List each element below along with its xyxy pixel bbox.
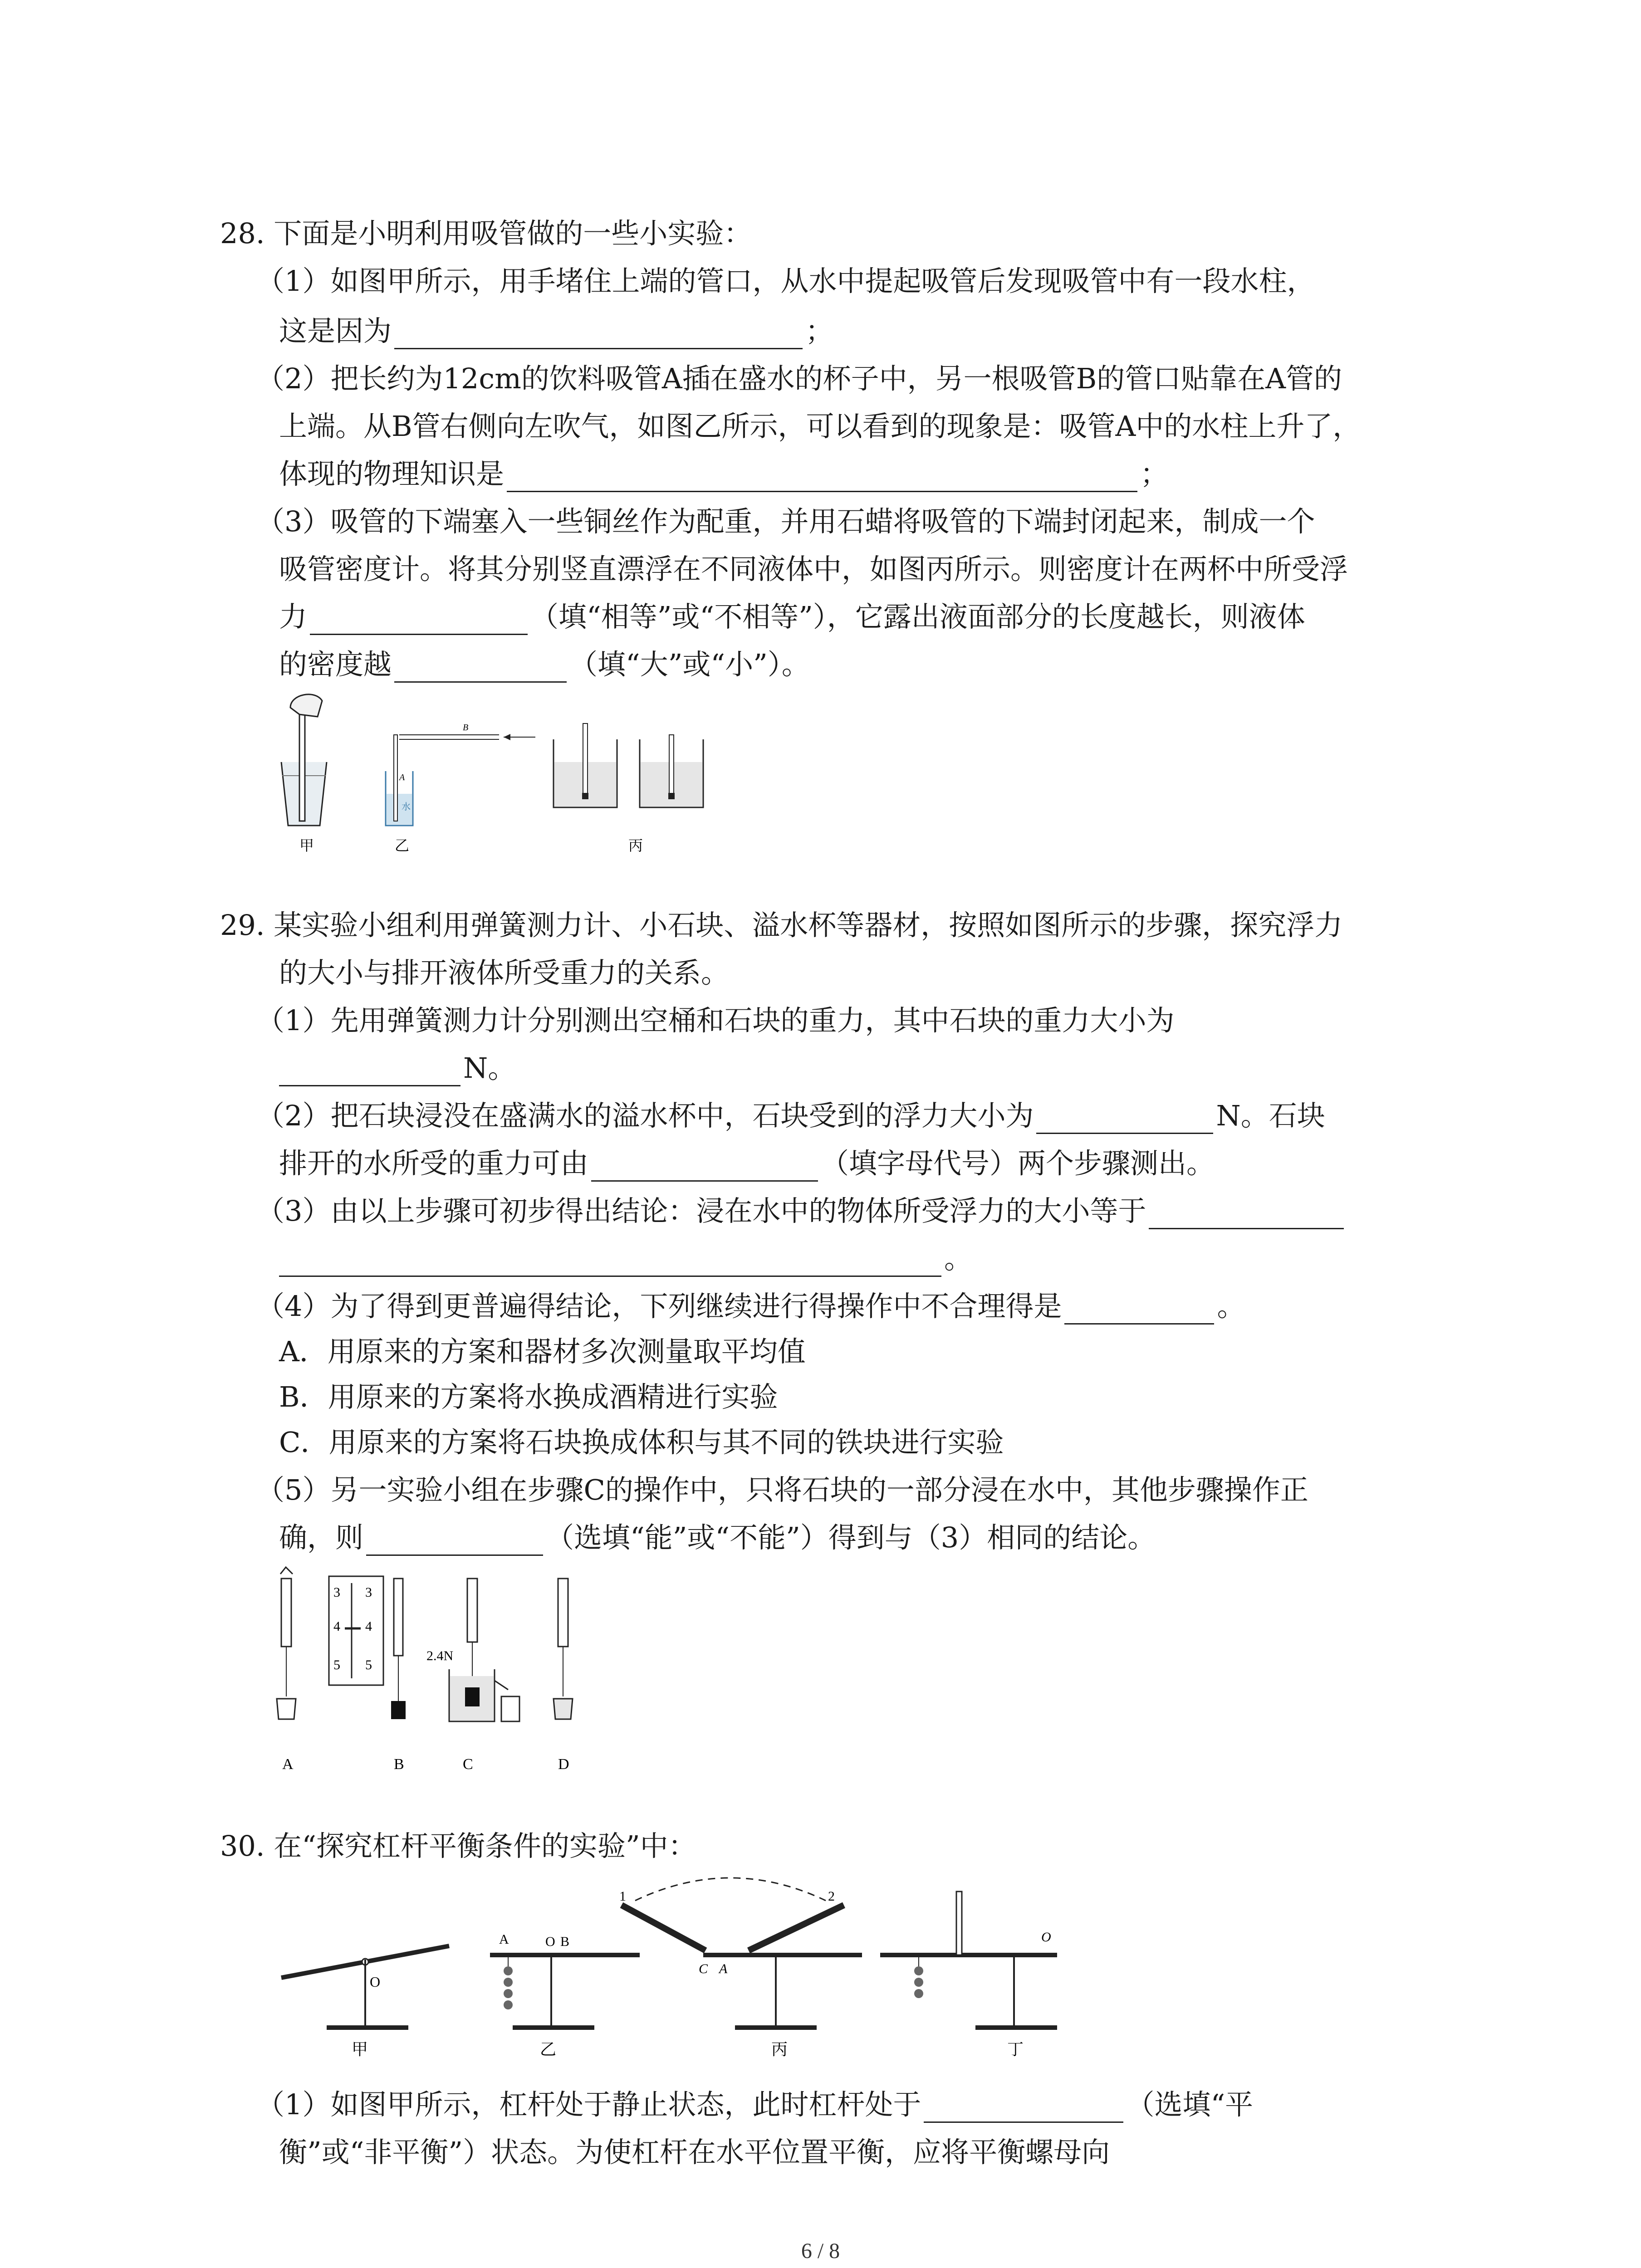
q28-p3-line4 (279, 646, 810, 683)
q28-p3-line2: 吸管密度计。将其分别竖直漂浮在不同液体中，如图丙所示。则密度计在两杯中所受浮 (279, 552, 1348, 586)
q29-fig-label-b: B (394, 1756, 404, 1773)
q29-reading-c: 2.4N (426, 1648, 454, 1663)
q29-fig-b (329, 1576, 406, 1773)
q29-p2-line1 (256, 1098, 1325, 1134)
q29-title-line2: 的大小与排开液体所受重力的关系。 (279, 956, 730, 989)
q30-yi-o: O (545, 1934, 555, 1949)
q30-p1-text-b: （选填“平 (1126, 2088, 1254, 2121)
q30-p1-line1 (256, 2087, 1253, 2123)
q29-p1-line1: （1）先用弹簧测力计分别测出空桶和石块的重力，其中石块的重力大小为 (256, 1004, 1175, 1037)
q29-p2-text-a: （2）把石块浸没在盛满水的溢水杯中，石块受到的浮力大小为 (256, 1099, 1034, 1132)
q30-jia-o: O (370, 1974, 381, 1990)
q29-fig-label-d: D (558, 1756, 569, 1773)
q28-figure (272, 689, 771, 857)
q28-fig-bing (554, 723, 703, 854)
q29-option-b: B．用原来的方案将水换成酒精进行实验 (279, 1380, 778, 1413)
q28-fig-tube-b: B (463, 723, 469, 733)
q29-p5-text-b: （选填“能”或“不能”）得到与（3）相同的结论。 (546, 1521, 1156, 1554)
q29-scale-tick-3b: 3 (365, 1585, 372, 1600)
q30-bing-1: 1 (619, 1889, 626, 1904)
q30-bing-2: 2 (828, 1889, 835, 1904)
q29-p4-text-a: （4）为了得到更普遍得结论，下列继续进行得操作中不合理得是 (256, 1290, 1062, 1323)
q30-bing-c: C (699, 1961, 708, 1976)
q28-p2-text: 体现的物理知识是 (279, 457, 505, 490)
q29-p5-text-a: 确，则 (279, 1521, 364, 1554)
q30-yi-b: B (560, 1934, 570, 1949)
q29-p3-line2 (279, 1241, 972, 1277)
q28-p3-text-b: （填“相等”或“不相等”），它露出液面部分的长度越长，则液体 (530, 600, 1305, 633)
q29-option-a: A．用原来的方案和器材多次测量取平均值 (279, 1335, 806, 1368)
q30-fig-bing (619, 1878, 862, 2058)
q28-fig-yi (386, 723, 535, 854)
q29-answer-blank-2[interactable] (1036, 1105, 1213, 1134)
q29-scale-tick-4b: 4 (365, 1619, 372, 1634)
q28-fig-tube-a: A (399, 772, 405, 782)
q29-fig-d (554, 1579, 573, 1773)
q30-yi-a: A (499, 1932, 509, 1947)
q29-scale-tick-4: 4 (333, 1619, 340, 1634)
q30-answer-blank-1[interactable] (924, 2093, 1123, 2123)
q28-p3-text-d: （填“大”或“小”）。 (569, 648, 810, 681)
q29-p4-line1 (256, 1288, 1245, 1325)
q28-p1-line2 (279, 313, 833, 349)
q28-p2-line2: 上端。从B管右侧向左吹气，如图乙所示，可以看到的现象是：吸管A中的水柱上升了， (279, 410, 1361, 443)
q28-fig-label-yi: 乙 (395, 837, 410, 854)
q28-fig-water: 水 (402, 802, 411, 812)
q30-ding-o: O (1041, 1930, 1051, 1945)
q29-p2-text-d: （填字母代号）两个步骤测出。 (821, 1147, 1215, 1180)
q29-figure (272, 1565, 617, 1778)
q29-p1-line2 (279, 1050, 516, 1086)
q29-p5-line2 (279, 1520, 1156, 1556)
q29-answer-blank-5[interactable] (1064, 1295, 1214, 1325)
q30-fig-label-ding: 丁 (1007, 2040, 1024, 2058)
q28-fig-label-jia: 甲 (299, 837, 314, 854)
q28-answer-blank-1[interactable] (394, 320, 803, 349)
q28-p3-line3 (279, 599, 1305, 635)
hand-icon (280, 1567, 293, 1574)
q29-answer-blank-3[interactable] (591, 1152, 818, 1182)
q30-p1-line2: 衡”或“非平衡”）状态。为使杠杆在水平位置平衡，应将平衡螺母向 (279, 2136, 1110, 2169)
q28-fig-jia (281, 694, 327, 854)
q30-title: 30. 在“探究杠杆平衡条件的实验”中： (220, 1829, 696, 1862)
q28-fig-label-bing: 丙 (628, 837, 643, 854)
q29-p4-end: 。 (1217, 1290, 1245, 1323)
q28-answer-blank-3[interactable] (310, 606, 528, 635)
q29-fig-c (426, 1579, 519, 1773)
q29-p5-line1: （5）另一实验小组在步骤C的操作中，只将石块的一部分浸在水中，其他步骤操作正 (256, 1473, 1308, 1506)
q29-fig-label-c: C (463, 1756, 473, 1773)
q28-p2-line3 (279, 456, 1168, 492)
q28-title: 28. 下面是小明利用吸管做的一些小实验： (220, 217, 752, 250)
q29-p3-line1 (256, 1193, 1347, 1229)
q29-option-c: C．用原来的方案将石块换成体积与其不同的铁块进行实验 (279, 1426, 1004, 1459)
page-number: 6 / 8 (801, 2239, 840, 2263)
q30-fig-label-bing: 丙 (771, 2040, 788, 2058)
q29-p3-end: 。 (944, 1242, 973, 1275)
q29-p3-text-a: （3）由以上步骤可初步得出结论：浸在水中的物体所受浮力的大小等于 (256, 1194, 1146, 1227)
q28-p2-end: ； (1140, 457, 1169, 490)
q29-p2-line2 (279, 1145, 1215, 1182)
q29-answer-blank-6[interactable] (366, 1526, 543, 1556)
arrow-left-icon (504, 734, 510, 740)
q29-p2-text-b: N。石块 (1216, 1099, 1325, 1132)
q28-p3-text-c: 的密度越 (279, 648, 392, 681)
q29-answer-blank-4a[interactable] (1149, 1200, 1344, 1229)
q29-answer-blank-1[interactable] (279, 1057, 460, 1086)
q30-fig-ding (880, 1892, 1057, 2058)
q30-p1-text-a: （1）如图甲所示，杠杆处于静止状态，此时杠杆处于 (256, 2088, 921, 2121)
q28-p2-line1: （2）把长约为12cm的饮料吸管A插在盛水的杯子中，另一根吸管B的管口贴靠在A管的 (256, 362, 1342, 395)
stone-block (391, 1701, 406, 1719)
q29-p2-text-c: 排开的水所受的重力可由 (279, 1147, 589, 1180)
q29-scale-tick-5: 5 (333, 1657, 340, 1672)
q28-p3-text-a: 力 (279, 600, 308, 633)
hand-icon (290, 694, 322, 717)
q28-p1-line1: （1）如图甲所示，用手堵住上端的管口，从水中提起吸管后发现吸管中有一段水柱， (256, 264, 1315, 298)
stone-block (465, 1687, 480, 1706)
q29-fig-label-a: A (282, 1756, 294, 1773)
q28-answer-blank-2[interactable] (507, 463, 1137, 492)
q29-answer-blank-4b[interactable] (279, 1247, 941, 1277)
q28-p1-end: ； (805, 314, 834, 347)
q30-figure (277, 1873, 1411, 2059)
q30-bing-a: A (719, 1961, 728, 1976)
q28-p3-line1: （3）吸管的下端塞入一些铜丝作为配重，并用石蜡将吸管的下端封闭起来，制成一个 (256, 505, 1315, 538)
q29-title-line1: 29. 某实验小组利用弹簧测力计、小石块、溢水杯等器材，按照如图所示的步骤，探究浮力 (220, 909, 1343, 942)
q29-p1-unit: N。 (463, 1051, 516, 1085)
q28-p1-text: 这是因为 (279, 314, 392, 347)
q29-scale-tick-3: 3 (333, 1585, 340, 1600)
q30-fig-label-jia: 甲 (352, 2040, 368, 2058)
q30-fig-jia (281, 1946, 449, 2058)
q29-scale-tick-5b: 5 (365, 1657, 372, 1672)
q30-fig-label-yi: 乙 (540, 2040, 557, 2058)
q29-fig-a (277, 1567, 296, 1773)
q28-answer-blank-4[interactable] (394, 653, 567, 683)
q30-fig-yi (490, 1932, 640, 2058)
